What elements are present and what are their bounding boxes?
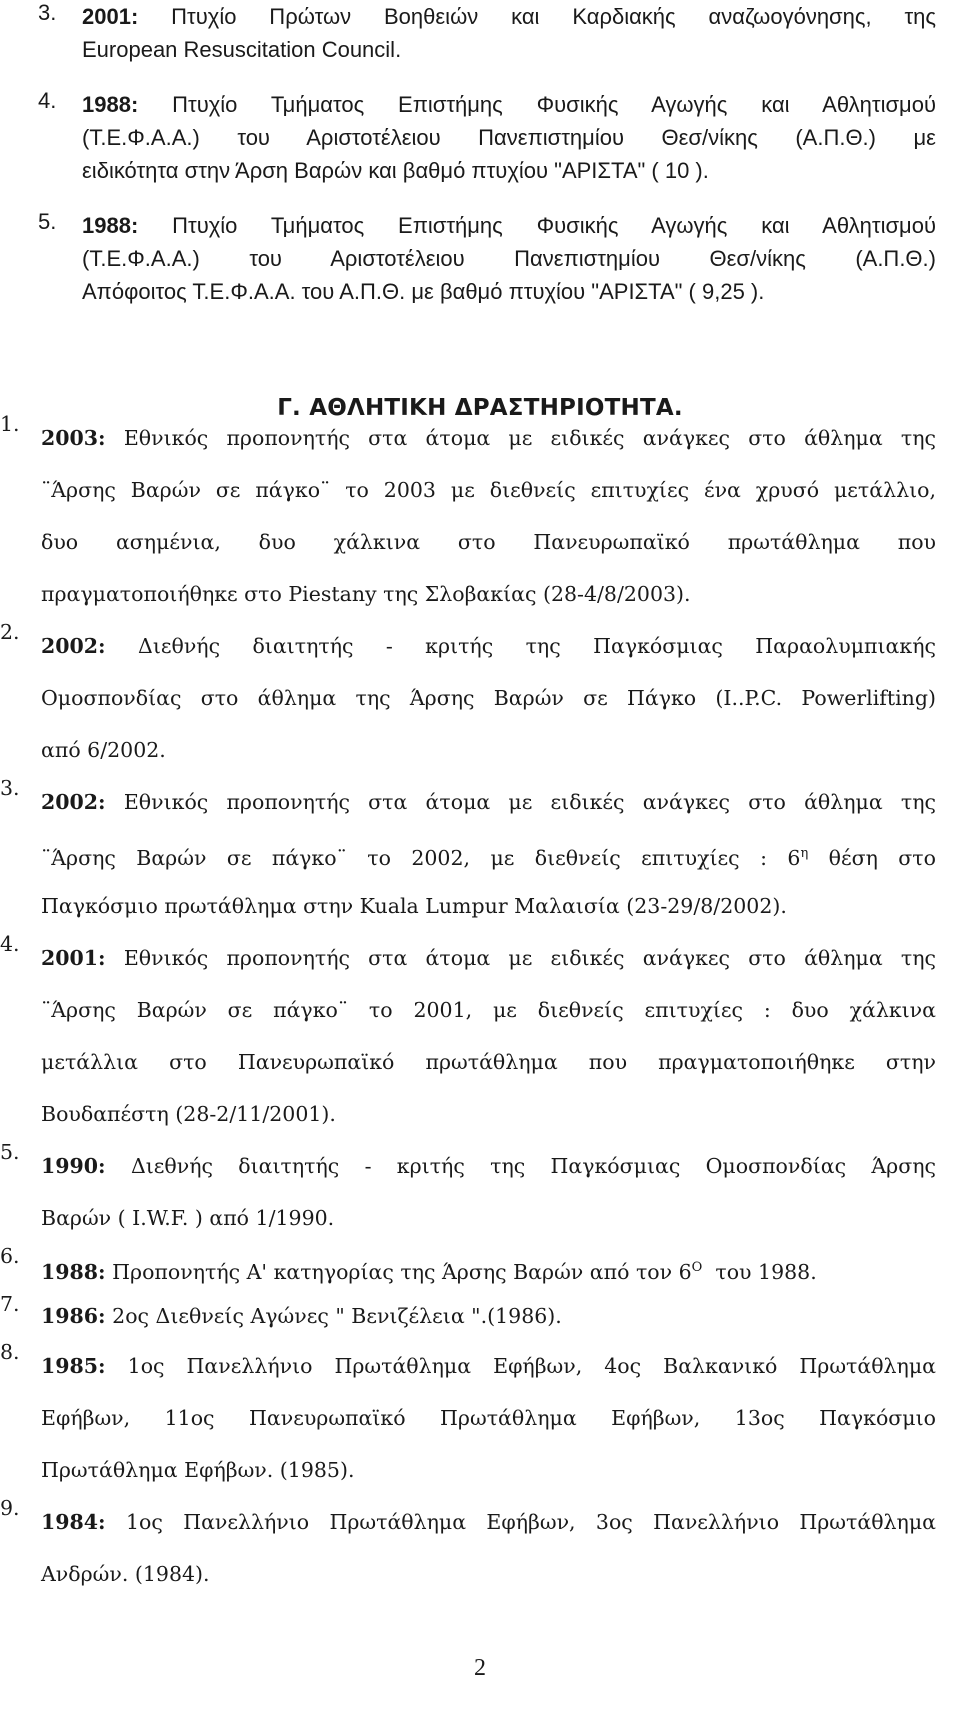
item-number: 3. <box>38 0 57 25</box>
list-item: 3. 2002: Εθνικός προπονητής στα άτομα με ειδικές ανάγκες στο άθλημα της ¨Άρσης Βαρών σε πάγκο¨ το 2002, με διεθνείς επιτυχίες : $6^\eta$ θέση στο Παγκόσμιο πρωτάθλημα στην Kuala Lumpur Μαλαισία (23-29/8/2002). <box>0 776 936 918</box>
item-year: 2002: <box>41 790 106 814</box>
section-heading: Γ. ΑΘΛΗΤΙΚΗ ΔΡΑΣΤΗΡΙΟΤΗΤΑ. <box>277 395 683 421</box>
item-year: 1988: <box>41 1260 106 1284</box>
item-number: 5. <box>38 209 57 234</box>
list-item: 5. 1990: Διεθνής διαιτητής - κριτής της Παγκόσμιας Ομοσπονδίας Άρσης Βαρών ( I.W.F. ) από 1/1990. <box>0 1140 936 1230</box>
item-year: 1985: <box>41 1354 106 1378</box>
item-number: 7. <box>0 1292 20 1316</box>
item-year: 2001: <box>82 4 139 29</box>
list-item: 6. 1988: Προπονητής Α' κατηγορίας της Άρσης Βαρών από τον $6^O$ του 1988. <box>0 1244 817 1284</box>
list-item: 4. 2001: Εθνικός προπονητής στα άτομα με ειδικές ανάγκες στο άθλημα της ¨Άρσης Βαρών σε πάγκο¨ το 2001, με διεθνείς επιτυχίες : δυο χάλκινα μετάλλια στο Πανευρωπαϊκό πρωτάθλημα που πραγματοποιήθηκε στην Βουδαπέστη (28-2/11/2001). <box>0 932 936 1126</box>
item-year: 2002: <box>41 634 106 658</box>
item-year: 2003: <box>41 426 106 450</box>
superscript: η <box>800 846 809 861</box>
list-item: 2. 2002: Διεθνής διαιτητής - κριτής της Παγκόσμιας Παραολυμπιακής Ομοσπονδίας στο άθλημα της Άρσης Βαρών σε Πάγκο (I..P.C. Powerlifting) από 6/2002. <box>0 620 936 762</box>
item-number: 5. <box>0 1140 20 1164</box>
list-item: 3. 2001: Πτυχίο Πρώτων Βοηθειών και Καρδιακής αναζωογόνησης, της European Resuscitation Council. <box>38 0 936 62</box>
list-item: 1. 2003: Εθνικός προπονητής στα άτομα με ειδικές ανάγκες στο άθλημα της ¨Άρσης Βαρών σε πάγκο¨ το 2003 με διεθνείς επιτυχίες ένα χρυσό μετάλλιο, δυο ασημένια, δυο χάλκινα στο Πανευρωπαϊκό πρωτάθλημα που πραγματοποιήθηκε στο Piestany της Σλοβακίας (28-4/8/2003). <box>0 412 936 606</box>
item-year: 1990: <box>41 1154 106 1178</box>
item-number: 2. <box>0 620 20 644</box>
item-year: 1988: <box>82 92 139 117</box>
item-number: 1. <box>0 412 20 436</box>
superscript: Ο <box>691 1260 703 1275</box>
list-item: 4. 1988: Πτυχίο Τμήματος Επιστήμης Φυσικής Αγωγής και Αθλητισμού (Τ.Ε.Φ.Α.Α.) του Αριστοτέλειου Πανεπιστημίου Θεσ/νίκης (Α.Π.Θ.) με ειδικότητα στην Άρση Βαρών και βαθμό πτυχίου "ΑΡΙΣΤΑ" ( 10 ). <box>38 88 937 183</box>
item-number: 3. <box>0 776 20 800</box>
education-list <box>0 0 960 308</box>
item-year: 1988: <box>82 213 139 238</box>
page-number: 2 <box>474 1655 486 1681</box>
item-number: 6. <box>0 1244 20 1268</box>
item-year: 1984: <box>41 1510 106 1534</box>
list-item: 7. 1986: 2ος Διεθνείς Αγώνες " Βενιζέλεια ".(1986). <box>0 1292 562 1328</box>
item-number: 4. <box>0 932 20 956</box>
item-number: 4. <box>38 88 57 113</box>
athletic-list <box>0 412 960 1600</box>
item-year: 1986: <box>41 1304 106 1328</box>
list-item: 5. 1988: Πτυχίο Τμήματος Επιστήμης Φυσικής Αγωγής και Αθλητισμού (Τ.Ε.Φ.Α.Α.) του Αριστοτέλειου Πανεπιστημίου Θεσ/νίκης (Α.Π.Θ.) Απόφοιτος Τ.Ε.Φ.Α.Α. του Α.Π.Θ. με βαθμό πτυχίου "ΑΡΙΣΤΑ" ( 9,25 ). <box>38 209 937 304</box>
item-number: 8. <box>0 1340 20 1364</box>
item-year: 2001: <box>41 946 106 970</box>
item-number: 9. <box>0 1496 20 1520</box>
list-item: 9. 1984: 1ος Πανελλήνιο Πρωτάθλημα Εφήβων, 3ος Πανελλήνιο Πρωτάθλημα Ανδρών. (1984). <box>0 1496 936 1586</box>
list-item: 8. 1985: 1ος Πανελλήνιο Πρωτάθλημα Εφήβων, 4ος Βαλκανικό Πρωτάθλημα Εφήβων, 11ος Πανευρωπαϊκό Πρωτάθλημα Εφήβων, 13ος Παγκόσμιο Πρωτάθλημα Εφήβων. (1985). <box>0 1340 936 1482</box>
